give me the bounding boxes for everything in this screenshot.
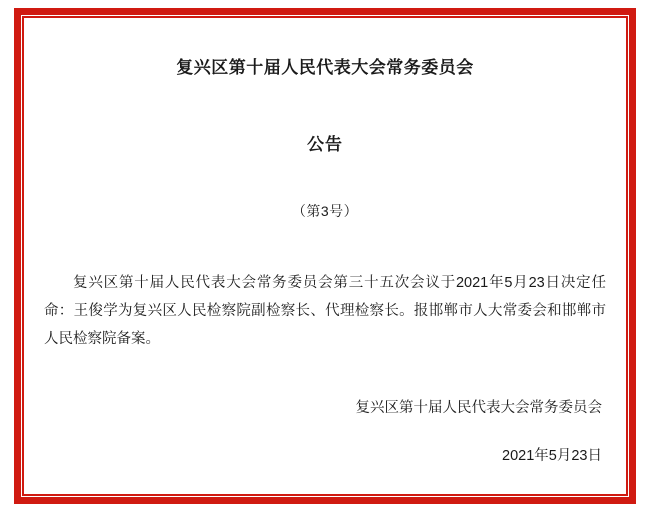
document-number: （第3号） [291, 202, 359, 219]
document-signature: 复兴区第十届人民代表大会常务委员会 [355, 399, 602, 416]
page-title: 复兴区第十届人民代表大会常务委员会 [176, 58, 474, 77]
document-date: 2021年5月23日 [502, 447, 602, 464]
document-body-text: 复兴区第十届人民代表大会常务委员会第三十五次会议于2021年5月23日决定任命：王俊学为复兴区人民检察院副检察长、代理检察长。报邯郸市人大常委会和邯郸市人民检察院备案。 [44, 274, 606, 348]
document-content [40, 34, 610, 478]
document-type-heading: 公告 [307, 134, 343, 154]
